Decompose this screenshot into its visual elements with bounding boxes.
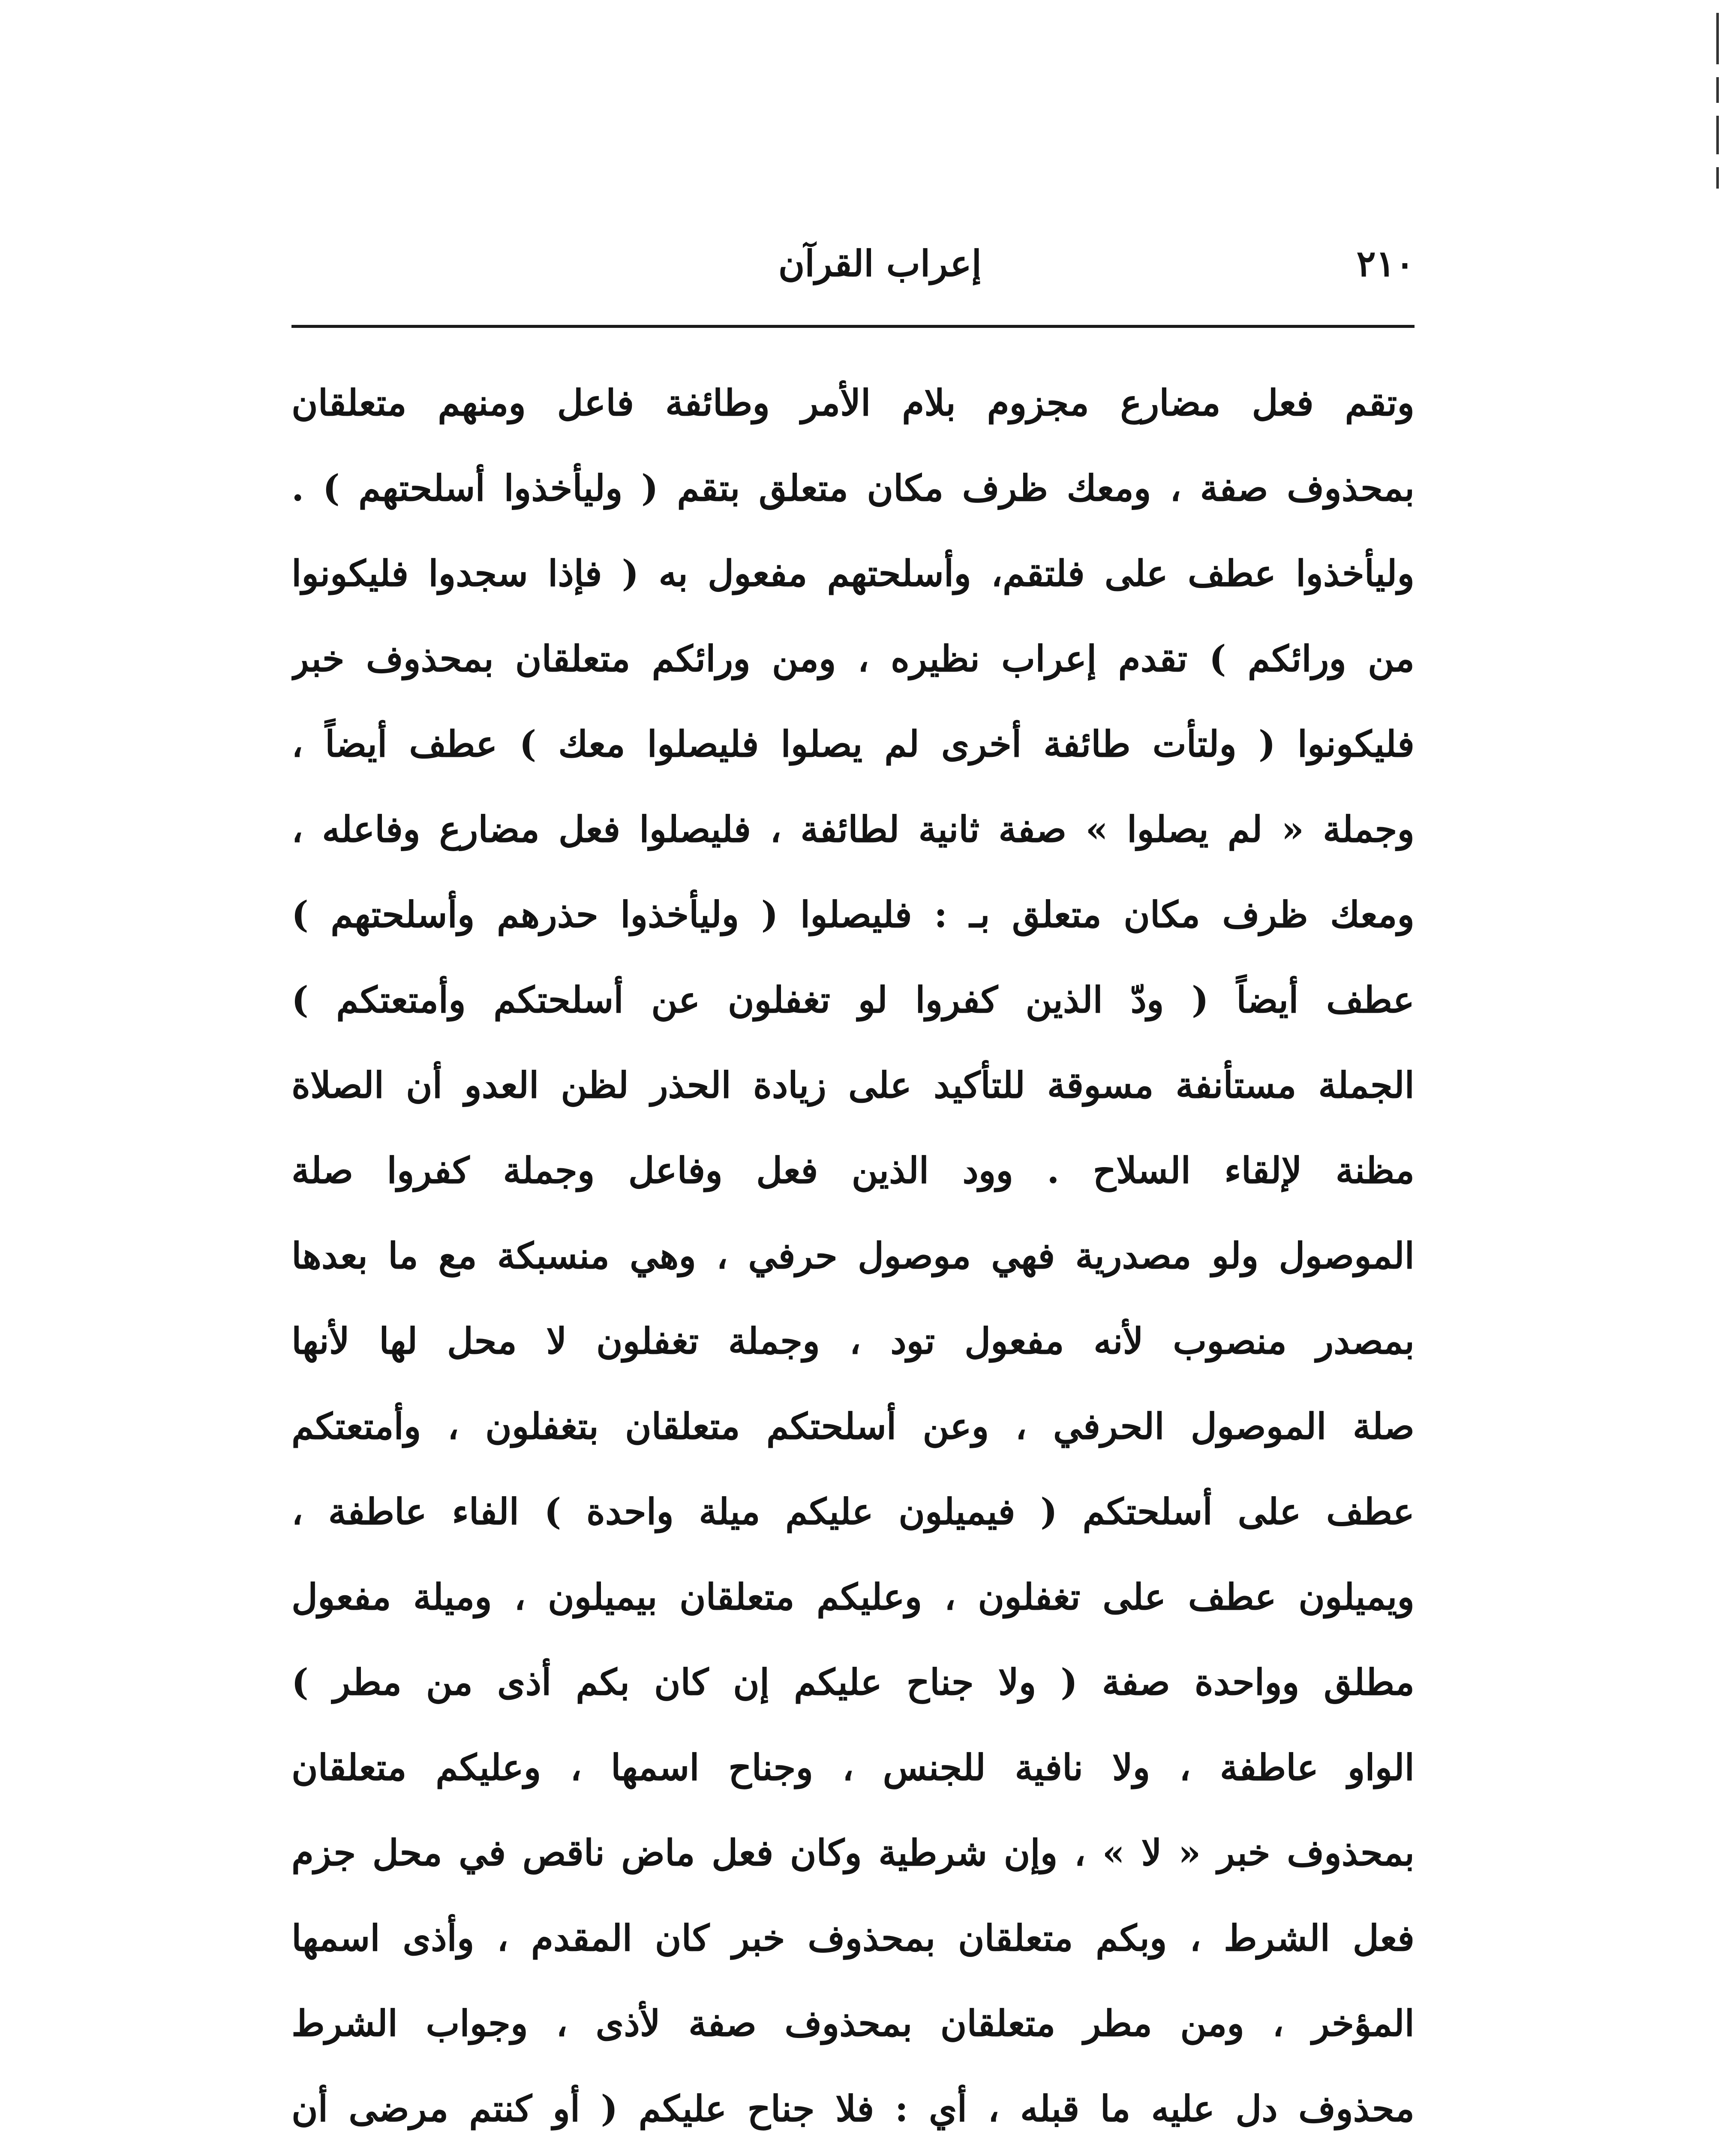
- text-line: الواو عاطفة ، ولا نافية للجنس ، وجناح اسمها ، وعليكم متعلقان: [291, 1746, 1415, 1789]
- scan-edge-marks: [1715, 13, 1719, 193]
- text-line: مطلق وواحدة صفة ( ولا جناح عليكم إن كان بكم أذى من مطر ): [291, 1661, 1415, 1703]
- text-line: فليكونوا ( ولتأت طائفة أخرى لم يصلوا فليصلوا معك ) عطف أيضاً ،: [291, 723, 1415, 765]
- text-line: ومعك ظرف مكان متعلق بـ : فليصلوا ( وليأخذوا حذرهم وأسلحتهم ): [291, 893, 1415, 936]
- text-line: بمحذوف صفة ، ومعك ظرف مكان متعلق بتقم ( وليأخذوا أسلحتهم ) .: [291, 467, 1415, 509]
- text-line: المؤخر ، ومن مطر متعلقان بمحذوف صفة لأذى ، وجواب الشرط: [291, 2002, 1415, 2044]
- text-line: بمصدر منصوب لأنه مفعول تود ، وجملة تغفلون لا محل لها لأنها: [291, 1320, 1415, 1362]
- body-text: [291, 360, 1415, 2143]
- text-line: وتقم فعل مضارع مجزوم بلام الأمر وطائفة فاعل ومنهم متعلقان: [291, 381, 1415, 424]
- page-header: [291, 234, 1415, 294]
- text-line: مظنة لإلقاء السلاح . وود الذين فعل وفاعل وجملة كفروا صلة: [291, 1149, 1415, 1192]
- text-line: الموصول ولو مصدرية فهي موصول حرفي ، وهي منسبكة مع ما بعدها: [291, 1234, 1415, 1277]
- text-line: ويميلون عطف على تغفلون ، وعليكم متعلقان بيميلون ، وميلة مفعول: [291, 1576, 1415, 1618]
- page-number: ٢١٠: [1356, 242, 1415, 285]
- text-line: عطف أيضاً ( ودّ الذين كفروا لو تغفلون عن أسلحتكم وأمتعتكم ): [291, 978, 1415, 1021]
- text-line: وليأخذوا عطف على فلتقم، وأسلحتهم مفعول به ( فإذا سجدوا فليكونوا: [291, 552, 1415, 594]
- text-line: من ورائكم ) تقدم إعراب نظيره ، ومن ورائكم متعلقان بمحذوف خبر: [291, 637, 1415, 680]
- text-line: وجملة « لم يصلوا » صفة ثانية لطائفة ، فليصلوا فعل مضارع وفاعله ،: [291, 808, 1415, 850]
- header-rule: [291, 325, 1415, 328]
- text-line: عطف على أسلحتكم ( فيميلون عليكم ميلة واحدة ) الفاء عاطفة ،: [291, 1490, 1415, 1533]
- text-line: فعل الشرط ، وبكم متعلقان بمحذوف خبر كان المقدم ، وأذى اسمها: [291, 1917, 1415, 1959]
- running-title: إعراب القرآن: [778, 242, 982, 285]
- text-line: الجملة مستأنفة مسوقة للتأكيد على زيادة الحذر لظن العدو أن الصلاة: [291, 1064, 1415, 1106]
- text-line: بمحذوف خبر « لا » ، وإن شرطية وكان فعل ماض ناقص في محل جزم: [291, 1831, 1415, 1874]
- text-line: محذوف دل عليه ما قبله ، أي : فلا جناح عليكم ( أو كنتم مرضى أن: [291, 2087, 1415, 2130]
- text-line: صلة الموصول الحرفي ، وعن أسلحتكم متعلقان بتغفلون ، وأمتعتكم: [291, 1405, 1415, 1447]
